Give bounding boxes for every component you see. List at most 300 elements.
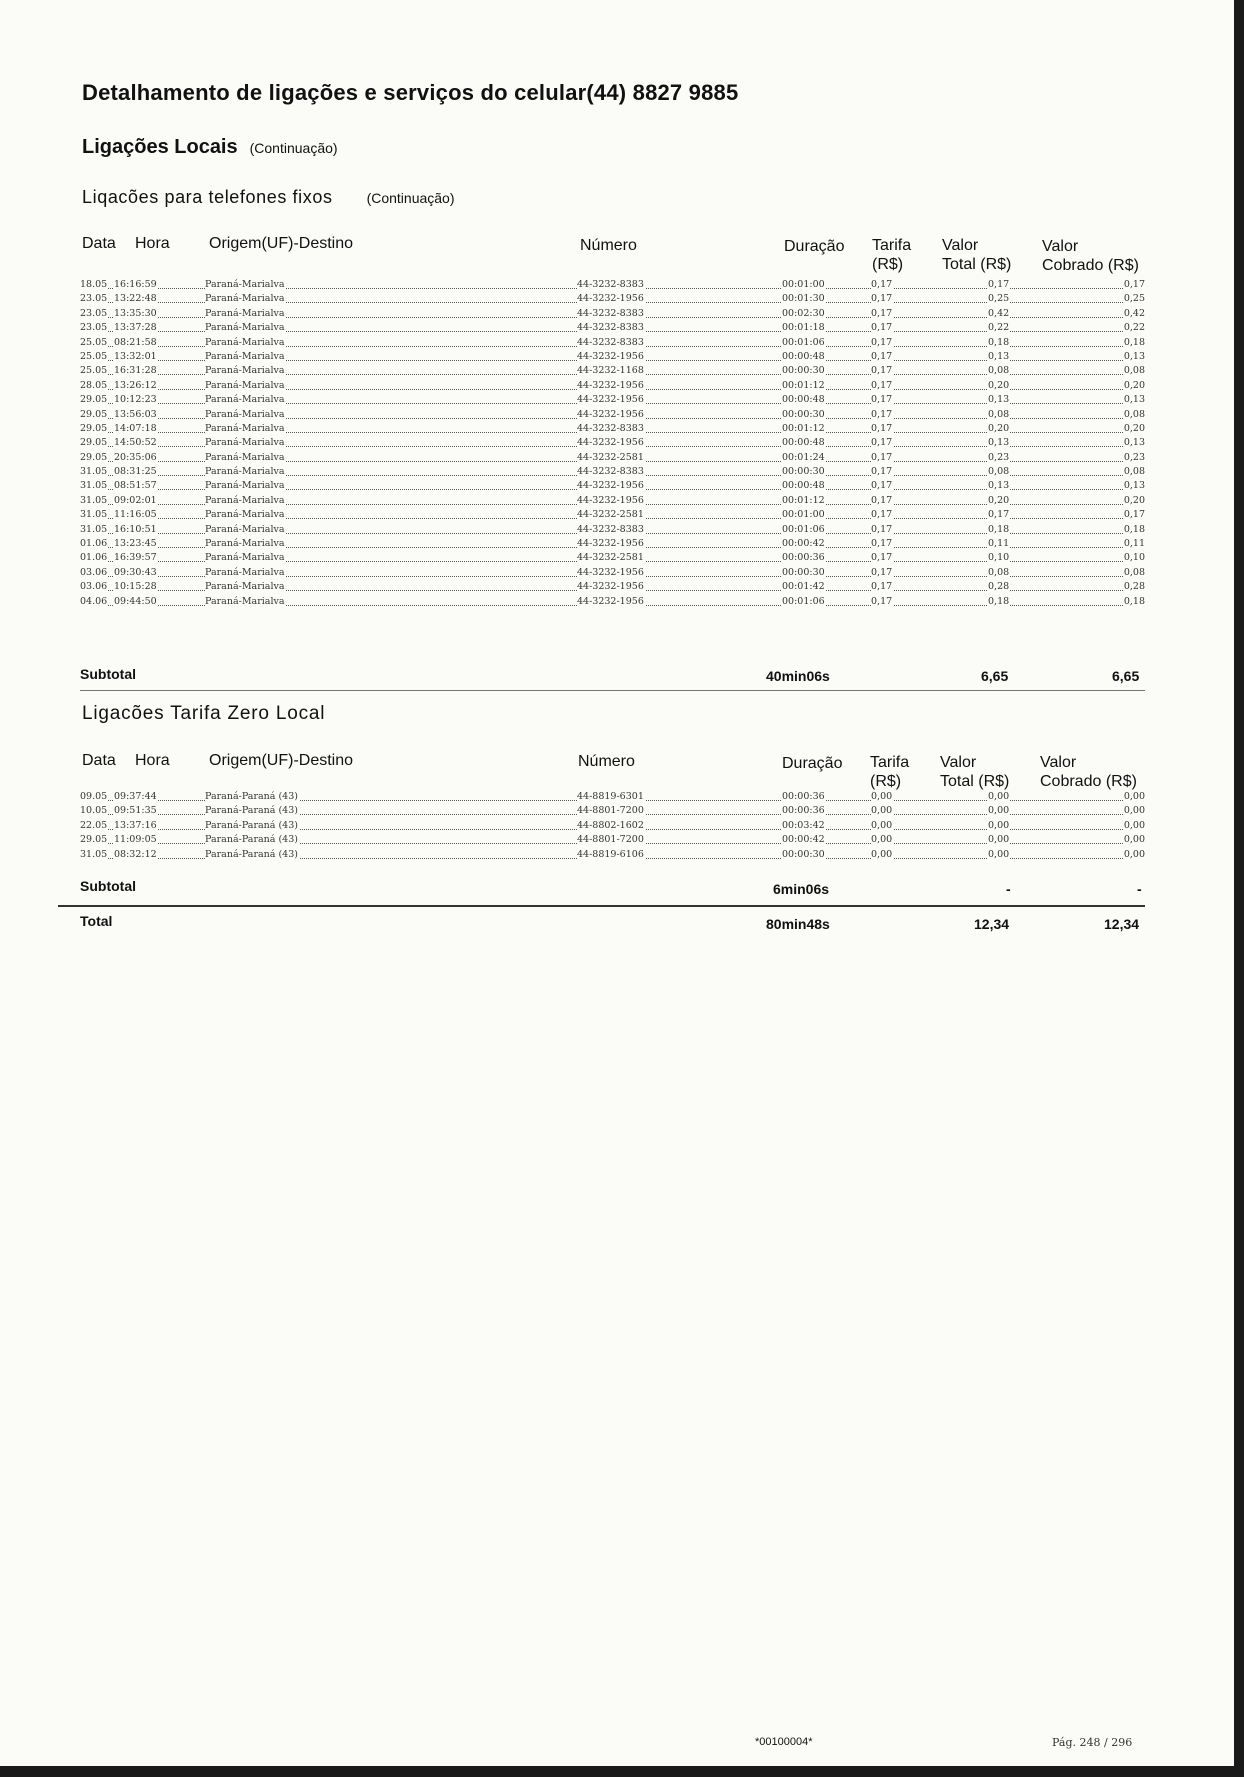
- cell-tarifa: 0,00: [871, 791, 893, 802]
- cell-duracao: 00:01:24: [782, 451, 825, 463]
- barcode-number: *00100004*: [755, 1736, 813, 1748]
- cell-origem: Paraná-Marialva: [205, 523, 285, 535]
- cell-hora: 13:32:01: [114, 350, 157, 362]
- cell-valor-cobrado: 0,08: [1123, 365, 1145, 377]
- header-numero: Número: [580, 237, 637, 254]
- cell-duracao: 00:00:36: [782, 552, 825, 564]
- cell-valor-cobrado: 0,10: [1123, 552, 1145, 564]
- cell-origem: Paraná-Marialva: [205, 336, 285, 348]
- cell-numero: 44-3232-1168: [577, 365, 644, 377]
- cell-valor-cobrado: 0,11: [1123, 538, 1145, 550]
- table-row: [80, 790, 1145, 804]
- header-tarifa-unit: (R$): [870, 773, 902, 790]
- cell-valor-total: 0,18: [988, 595, 1010, 607]
- cell-data: 31.05: [80, 494, 108, 506]
- cell-valor-cobrado: 0,17: [1123, 279, 1145, 290]
- cell-valor-cobrado: 0,18: [1123, 523, 1145, 535]
- table-row: [80, 508, 1145, 522]
- cell-valor-cobrado: 0,08: [1123, 466, 1145, 478]
- table-row: [80, 321, 1145, 335]
- cell-hora: 13:23:45: [114, 538, 157, 550]
- cell-tarifa: 0,17: [871, 595, 893, 607]
- table-row: [80, 451, 1145, 465]
- cell-hora: 10:12:23: [114, 394, 157, 406]
- total-valor-cobrado: 12,34: [1104, 916, 1140, 932]
- cell-tarifa: 0,17: [871, 336, 893, 348]
- cell-hora: 08:51:57: [114, 480, 157, 492]
- fixos-subtotal-valor-total: 6,65: [981, 668, 1009, 684]
- cell-data: 29.05: [80, 422, 108, 434]
- cell-valor-total: 0,22: [988, 322, 1010, 334]
- cell-valor-total: 0,20: [988, 422, 1010, 434]
- cell-data: 25.05: [80, 336, 108, 348]
- cell-data: 10.05: [80, 805, 108, 817]
- header-valor-cobrado-unit: Cobrado (R$): [1042, 257, 1139, 274]
- table-row: [80, 465, 1145, 479]
- cell-origem: Paraná-Marialva: [205, 494, 285, 506]
- table-row: [80, 566, 1145, 580]
- cell-hora: 16:16:59: [114, 279, 157, 290]
- cell-tarifa: 0,17: [871, 350, 893, 362]
- cell-duracao: 00:00:30: [782, 408, 825, 420]
- section-continuation: (Continuação): [249, 140, 338, 156]
- cell-hora: 09:37:44: [114, 791, 157, 802]
- cell-tarifa: 0,00: [871, 834, 893, 846]
- cell-origem: Paraná-Marialva: [205, 365, 285, 377]
- table-row: [80, 292, 1145, 306]
- header-origem: Origem(UF)-Destino: [209, 235, 354, 252]
- cell-duracao: 00:00:36: [782, 805, 825, 817]
- cell-valor-total: 0,18: [988, 523, 1010, 535]
- cell-origem: Paraná-Marialva: [205, 422, 285, 434]
- table-row: [80, 494, 1145, 508]
- cell-data: 31.05: [80, 509, 108, 521]
- cell-tarifa: 0,00: [871, 848, 893, 860]
- cell-data: 29.05: [80, 451, 108, 463]
- cell-numero: 44-3232-1956: [577, 581, 644, 593]
- subsection-title: [82, 187, 455, 208]
- cell-tarifa: 0,17: [871, 394, 893, 406]
- page-title: Detalhamento de ligações e serviços do celular(44) 8827 9885: [82, 80, 739, 105]
- cell-duracao: 00:00:30: [782, 365, 825, 377]
- header-valor-cobrado-label: Valor: [1042, 238, 1079, 255]
- cell-origem: Paraná-Marialva: [205, 581, 285, 593]
- cell-valor-total: 0,20: [988, 494, 1010, 506]
- cell-tarifa: 0,17: [871, 437, 893, 449]
- cell-duracao: 00:00:48: [782, 480, 825, 492]
- cell-origem: Paraná-Paraná (43): [205, 805, 298, 817]
- cell-data: 23.05: [80, 322, 108, 334]
- cell-duracao: 00:01:30: [782, 293, 825, 305]
- cell-duracao: 00:01:00: [782, 509, 825, 521]
- table-row: [80, 580, 1145, 594]
- table-row: [80, 804, 1145, 818]
- cell-valor-cobrado: 0,08: [1123, 408, 1145, 420]
- cell-numero: 44-3232-1956: [577, 350, 644, 362]
- cell-valor-total: 0,13: [988, 437, 1010, 449]
- cell-data: 31.05: [80, 848, 108, 860]
- cell-origem: Paraná-Marialva: [205, 307, 285, 319]
- cell-tarifa: 0,17: [871, 538, 893, 550]
- cell-duracao: 00:03:42: [782, 819, 825, 831]
- table-row: [80, 551, 1145, 565]
- cell-data: 01.06: [80, 552, 108, 564]
- cell-origem: Paraná-Marialva: [205, 566, 285, 578]
- header-duracao: Duração: [784, 238, 845, 255]
- cell-tarifa: 0,17: [871, 379, 893, 391]
- cell-duracao: 00:00:42: [782, 834, 825, 846]
- header-valor-total: [942, 236, 1011, 274]
- cell-valor-total: 0,20: [988, 379, 1010, 391]
- cell-hora: 14:50:52: [114, 437, 157, 449]
- header-hora: Hora: [135, 752, 170, 769]
- cell-hora: 13:56:03: [114, 408, 157, 420]
- zero-section-title: Ligacões Tarifa Zero Local: [82, 703, 326, 724]
- cell-duracao: 00:00:48: [782, 437, 825, 449]
- cell-duracao: 00:00:42: [782, 538, 825, 550]
- cell-data: 29.05: [80, 408, 108, 420]
- cell-valor-cobrado: 0,18: [1123, 336, 1145, 348]
- cell-tarifa: 0,17: [871, 293, 893, 305]
- cell-data: 31.05: [80, 523, 108, 535]
- cell-valor-cobrado: 0,00: [1123, 805, 1145, 817]
- divider: [80, 690, 1145, 691]
- cell-hora: 09:51:35: [114, 805, 157, 817]
- cell-numero: 44-8801-7200: [577, 834, 644, 846]
- cell-origem: Paraná-Marialva: [205, 322, 285, 334]
- cell-valor-total: 0,42: [988, 307, 1010, 319]
- cell-tarifa: 0,00: [871, 819, 893, 831]
- cell-origem: Paraná-Marialva: [205, 466, 285, 478]
- cell-data: 28.05: [80, 379, 108, 391]
- header-duracao: Duração: [782, 755, 843, 772]
- cell-valor-total: 0,17: [988, 509, 1010, 521]
- table-row: [80, 379, 1145, 393]
- cell-valor-total: 0,13: [988, 394, 1010, 406]
- cell-numero: 44-3232-2581: [577, 509, 644, 521]
- cell-hora: 13:37:28: [114, 322, 157, 334]
- cell-data: 04.06: [80, 595, 108, 607]
- header-data: Data: [82, 235, 116, 252]
- subsection-continuation: (Continuação): [366, 190, 455, 206]
- cell-hora: 09:02:01: [114, 494, 157, 506]
- cell-valor-total: 0,10: [988, 552, 1010, 564]
- cell-data: 09.05: [80, 791, 108, 802]
- cell-numero: 44-3232-1956: [577, 408, 644, 420]
- cell-valor-cobrado: 0,20: [1123, 494, 1145, 506]
- cell-duracao: 00:01:12: [782, 379, 825, 391]
- cell-valor-cobrado: 0,17: [1123, 509, 1145, 521]
- cell-valor-total: 0,00: [988, 791, 1010, 802]
- cell-valor-total: 0,00: [988, 805, 1010, 817]
- cell-duracao: 00:00:48: [782, 394, 825, 406]
- fixos-subtotal-label: Subtotal: [80, 666, 136, 682]
- cell-numero: 44-3232-1956: [577, 480, 644, 492]
- cell-origem: Paraná-Marialva: [205, 394, 285, 406]
- table-row: [80, 364, 1145, 378]
- cell-valor-cobrado: 0,25: [1123, 293, 1145, 305]
- cell-duracao: 00:01:12: [782, 422, 825, 434]
- header-data: Data: [82, 752, 116, 769]
- header-valor-cobrado-unit: Cobrado (R$): [1040, 773, 1137, 790]
- cell-hora: 13:26:12: [114, 379, 157, 391]
- cell-tarifa: 0,17: [871, 523, 893, 535]
- zero-subtotal-valor-cobrado: -: [1137, 881, 1142, 897]
- subsection-name: Liqacões para telefones fixos: [82, 187, 333, 207]
- cell-hora: 16:10:51: [114, 523, 157, 535]
- cell-tarifa: 0,17: [871, 279, 893, 290]
- header-valor-total-unit: Total (R$): [940, 773, 1010, 790]
- cell-numero: 44-3232-1956: [577, 394, 644, 406]
- cell-hora: 14:07:18: [114, 422, 157, 434]
- table-row: [80, 393, 1145, 407]
- cell-valor-cobrado: 0,18: [1123, 595, 1145, 607]
- header-valor-cobrado-label: Valor: [1040, 754, 1077, 771]
- cell-tarifa: 0,17: [871, 408, 893, 420]
- cell-duracao: 00:01:18: [782, 322, 825, 334]
- cell-numero: 44-3232-8383: [577, 466, 644, 478]
- cell-data: 03.06: [80, 581, 108, 593]
- cell-duracao: 00:01:12: [782, 494, 825, 506]
- cell-origem: Paraná-Marialva: [205, 350, 285, 362]
- cell-valor-cobrado: 0,00: [1123, 834, 1145, 846]
- cell-valor-total: 0,17: [988, 279, 1010, 290]
- cell-hora: 09:44:50: [114, 595, 157, 607]
- cell-hora: 09:30:43: [114, 566, 157, 578]
- cell-tarifa: 0,17: [871, 322, 893, 334]
- cell-numero: 44-3232-1956: [577, 437, 644, 449]
- cell-numero: 44-3232-1956: [577, 293, 644, 305]
- cell-hora: 13:35:30: [114, 307, 157, 319]
- zero-subtotal-label: Subtotal: [80, 878, 136, 894]
- cell-data: 23.05: [80, 293, 108, 305]
- cell-valor-total: 0,00: [988, 834, 1010, 846]
- cell-duracao: 00:02:30: [782, 307, 825, 319]
- cell-data: 29.05: [80, 437, 108, 449]
- header-numero: Número: [578, 753, 635, 770]
- cell-valor-total: 0,18: [988, 336, 1010, 348]
- cell-origem: Paraná-Paraná (43): [205, 819, 298, 831]
- fixos-subtotal-valor-cobrado: 6,65: [1112, 668, 1140, 684]
- cell-hora: 11:16:05: [114, 509, 157, 521]
- cell-valor-cobrado: 0,00: [1123, 848, 1145, 860]
- cell-valor-total: 0,00: [988, 819, 1010, 831]
- header-origem: Origem(UF)-Destino: [209, 752, 354, 769]
- cell-numero: 44-3232-8383: [577, 336, 644, 348]
- cell-valor-total: 0,28: [988, 581, 1010, 593]
- cell-numero: 44-3232-1956: [577, 566, 644, 578]
- cell-duracao: 00:01:06: [782, 523, 825, 535]
- cell-data: 31.05: [80, 466, 108, 478]
- cell-valor-cobrado: 0,22: [1123, 322, 1145, 334]
- total-divider: [58, 905, 1145, 907]
- page-number: Pág. 248 / 296: [1052, 1736, 1133, 1749]
- cell-numero: 44-3232-8383: [577, 422, 644, 434]
- cell-data: 01.06: [80, 538, 108, 550]
- table-row: [80, 523, 1145, 537]
- cell-valor-total: 0,11: [988, 538, 1010, 550]
- cell-valor-cobrado: 0,20: [1123, 422, 1145, 434]
- header-valor-total-label: Valor: [942, 237, 979, 254]
- cell-valor-cobrado: 0,08: [1123, 566, 1145, 578]
- section-name: Ligações Locais: [82, 136, 238, 158]
- cell-hora: 13:22:48: [114, 293, 157, 305]
- cell-tarifa: 0,17: [871, 451, 893, 463]
- cell-origem: Paraná-Marialva: [205, 451, 285, 463]
- cell-origem: Paraná-Marialva: [205, 437, 285, 449]
- cell-valor-total: 0,08: [988, 365, 1010, 377]
- cell-origem: Paraná-Marialva: [205, 293, 285, 305]
- cell-tarifa: 0,17: [871, 466, 893, 478]
- header-valor-total-label: Valor: [940, 754, 977, 771]
- cell-data: 25.05: [80, 365, 108, 377]
- cell-tarifa: 0,17: [871, 552, 893, 564]
- cell-hora: 08:21:58: [114, 336, 157, 348]
- table-row: [80, 278, 1145, 292]
- cell-numero: 44-3232-8383: [577, 307, 644, 319]
- cell-tarifa: 0,17: [871, 581, 893, 593]
- cell-valor-cobrado: 0,13: [1123, 480, 1145, 492]
- cell-hora: 13:37:16: [114, 819, 157, 831]
- header-valor-cobrado: [1040, 753, 1137, 791]
- table-row: [80, 537, 1145, 551]
- cell-origem: Paraná-Marialva: [205, 279, 285, 290]
- header-valor-total: [940, 753, 1009, 791]
- cell-hora: 16:31:28: [114, 365, 157, 377]
- table-row: [80, 350, 1145, 364]
- cell-duracao: 00:00:48: [782, 350, 825, 362]
- cell-numero: 44-3232-1956: [577, 538, 644, 550]
- cell-data: 03.06: [80, 566, 108, 578]
- total-duracao: 80min48s: [766, 916, 830, 932]
- cell-valor-total: 0,13: [988, 350, 1010, 362]
- cell-numero: 44-3232-8383: [577, 523, 644, 535]
- cell-origem: Paraná-Paraná (43): [205, 848, 298, 860]
- cell-origem: Paraná-Marialva: [205, 379, 285, 391]
- cell-data: 23.05: [80, 307, 108, 319]
- cell-duracao: 00:01:00: [782, 279, 825, 290]
- fixos-table-body: [80, 278, 1145, 609]
- zero-table-body: [80, 790, 1145, 862]
- cell-tarifa: 0,17: [871, 480, 893, 492]
- table-row: [80, 819, 1145, 833]
- cell-tarifa: 0,17: [871, 365, 893, 377]
- fixos-subtotal-duracao: 40min06s: [766, 668, 830, 684]
- cell-valor-cobrado: 0,23: [1123, 451, 1145, 463]
- cell-numero: 44-8801-7200: [577, 805, 644, 817]
- cell-numero: 44-3232-2581: [577, 451, 644, 463]
- cell-valor-cobrado: 0,00: [1123, 791, 1145, 802]
- cell-hora: 10:15:28: [114, 581, 157, 593]
- total-valor-total: 12,34: [974, 916, 1010, 932]
- cell-origem: Paraná-Marialva: [205, 480, 285, 492]
- cell-hora: 16:39:57: [114, 552, 157, 564]
- cell-numero: 44-8819-6106: [577, 848, 644, 860]
- header-valor-cobrado: [1042, 237, 1139, 275]
- cell-duracao: 00:01:06: [782, 595, 825, 607]
- cell-numero: 44-3232-8383: [577, 279, 644, 290]
- table-row: [80, 307, 1145, 321]
- cell-valor-cobrado: 0,13: [1123, 437, 1145, 449]
- table-row: [80, 408, 1145, 422]
- header-tarifa-unit: (R$): [872, 256, 904, 273]
- table-row: [80, 422, 1145, 436]
- cell-valor-total: 0,08: [988, 466, 1010, 478]
- cell-hora: 11:09:05: [114, 834, 157, 846]
- cell-numero: 44-8802-1602: [577, 819, 644, 831]
- table-row: [80, 595, 1145, 609]
- cell-numero: 44-3232-2581: [577, 552, 644, 564]
- cell-hora: 08:31:25: [114, 466, 157, 478]
- cell-tarifa: 0,17: [871, 494, 893, 506]
- cell-valor-total: 0,25: [988, 293, 1010, 305]
- cell-valor-cobrado: 0,00: [1123, 819, 1145, 831]
- cell-hora: 08:32:12: [114, 848, 157, 860]
- cell-data: 22.05: [80, 819, 108, 831]
- cell-valor-cobrado: 0,13: [1123, 350, 1145, 362]
- header-hora: Hora: [135, 235, 170, 252]
- zero-subtotal-valor-total: -: [1006, 881, 1011, 897]
- header-tarifa-label: Tarifa: [872, 237, 912, 254]
- cell-valor-total: 0,08: [988, 408, 1010, 420]
- table-row: [80, 336, 1145, 350]
- cell-hora: 20:35:06: [114, 451, 157, 463]
- header-tarifa: [870, 753, 909, 791]
- cell-origem: Paraná-Marialva: [205, 595, 285, 607]
- table-row: [80, 833, 1145, 847]
- cell-duracao: 00:00:36: [782, 791, 825, 802]
- cell-valor-cobrado: 0,42: [1123, 307, 1145, 319]
- total-label: Total: [80, 913, 113, 929]
- cell-valor-cobrado: 0,28: [1123, 581, 1145, 593]
- header-tarifa-label: Tarifa: [870, 754, 910, 771]
- cell-tarifa: 0,17: [871, 509, 893, 521]
- cell-tarifa: 0,00: [871, 805, 893, 817]
- cell-tarifa: 0,17: [871, 422, 893, 434]
- cell-valor-total: 0,13: [988, 480, 1010, 492]
- cell-duracao: 00:00:30: [782, 466, 825, 478]
- cell-numero: 44-3232-1956: [577, 379, 644, 391]
- cell-tarifa: 0,17: [871, 307, 893, 319]
- section-title: [82, 136, 338, 159]
- cell-origem: Paraná-Marialva: [205, 552, 285, 564]
- cell-data: 29.05: [80, 394, 108, 406]
- cell-origem: Paraná-Marialva: [205, 509, 285, 521]
- cell-data: 31.05: [80, 480, 108, 492]
- table-row: [80, 848, 1145, 862]
- cell-duracao: 00:00:30: [782, 566, 825, 578]
- zero-subtotal-duracao: 6min06s: [773, 881, 830, 897]
- table-row: [80, 436, 1145, 450]
- cell-valor-cobrado: 0,20: [1123, 379, 1145, 391]
- cell-origem: Paraná-Marialva: [205, 538, 285, 550]
- cell-origem: Paraná-Paraná (43): [205, 791, 298, 802]
- table-row: [80, 479, 1145, 493]
- cell-numero: 44-3232-1956: [577, 595, 644, 607]
- cell-valor-total: 0,23: [988, 451, 1010, 463]
- cell-duracao: 00:01:06: [782, 336, 825, 348]
- cell-numero: 44-3232-8383: [577, 322, 644, 334]
- cell-duracao: 00:01:42: [782, 581, 825, 593]
- cell-origem: Paraná-Paraná (43): [205, 834, 298, 846]
- cell-valor-total: 0,00: [988, 848, 1010, 860]
- cell-data: 18.05: [80, 279, 108, 290]
- cell-valor-cobrado: 0,13: [1123, 394, 1145, 406]
- cell-data: 29.05: [80, 834, 108, 846]
- cell-duracao: 00:00:30: [782, 848, 825, 860]
- cell-numero: 44-8819-6301: [577, 791, 644, 802]
- header-valor-total-unit: Total (R$): [942, 256, 1012, 273]
